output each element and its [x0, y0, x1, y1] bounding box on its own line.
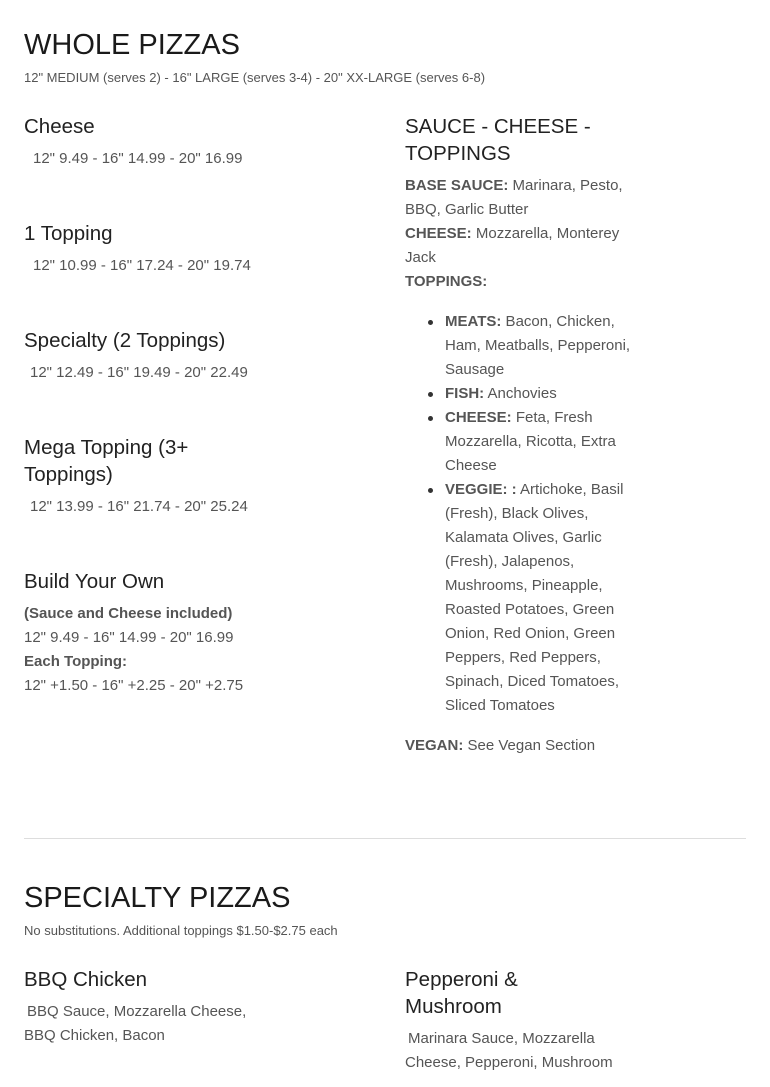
cheese-value: Mozzarella, Monterey Jack [405, 225, 620, 266]
whole-pizzas-title: WHOLE PIZZAS [24, 29, 240, 61]
item-price-cheese: 12" 9.49 - 16" 14.99 - 20" 16.99 [33, 150, 243, 167]
byo-price: 12" 9.49 - 16" 14.99 - 20" 16.99 [24, 629, 234, 646]
cheese-line [405, 222, 637, 270]
list-item [445, 310, 643, 382]
bullet-icon [428, 392, 433, 397]
byo-included-note: (Sauce and Cheese included) [24, 605, 233, 622]
item-name-1-topping: 1 Topping [24, 222, 113, 245]
toppings-fish-label: FISH: [445, 385, 485, 402]
item-price-1-topping: 12" 10.99 - 16" 17.24 - 20" 19.74 [33, 257, 251, 274]
toppings-veggie-value: Artichoke, Basil (Fresh), Black Olives, Kalamata Olives, Garlic (Fresh), Jalapenos, Mushrooms, Pineapple, Roasted Potatoes, Green Onion, Red Onion, Green Peppers, Red Peppers, Spinach, Diced Tomatoes, Sliced Tomatoes [445, 481, 624, 714]
vegan-line [405, 734, 665, 758]
toppings-veggie-label: VEGGIE: : [445, 481, 517, 498]
bullet-icon [428, 416, 433, 421]
byo-each-topping-label: Each Topping: [24, 653, 128, 670]
base-sauce-value: Marinara, Pesto, BBQ, Garlic Butter [405, 177, 623, 218]
list-item [445, 382, 643, 406]
specialty-pizzas-note: No substitutions. Additional toppings $1.50-$2.75 each [24, 923, 338, 938]
bullet-icon [428, 488, 433, 493]
bullet-icon [428, 320, 433, 325]
specialty-item-desc-bbq-chicken: BBQ Sauce, Mozzarella Cheese, BBQ Chicken, Bacon [24, 1003, 247, 1044]
toppings-cheese-label: CHEESE: [445, 409, 512, 426]
byo-each-topping-price: 12" +1.50 - 16" +2.25 - 20" +2.75 [24, 677, 244, 694]
list-item [445, 406, 643, 478]
toppings-line [405, 270, 637, 294]
toppings-list [445, 310, 643, 718]
toppings-fish-value: Anchovies [484, 385, 557, 402]
section-divider [24, 838, 746, 839]
toppings-meats-label: MEATS: [445, 313, 502, 330]
toppings-meats-value: Bacon, Chicken, Ham, Meatballs, Pepperoni, Sausage [445, 313, 631, 378]
list-item [445, 478, 643, 718]
specialty-item-name-pepperoni-mushroom: Pepperoni & Mushroom [405, 968, 518, 1018]
item-name-specialty: Specialty (2 Toppings) [24, 329, 226, 352]
item-name-mega-topping: Mega Topping (3+ Toppings) [24, 436, 189, 486]
specialty-item-name-bbq-chicken: BBQ Chicken [24, 968, 148, 991]
base-sauce-line [405, 174, 637, 222]
base-sauce-label: BASE SAUCE: [405, 177, 509, 194]
item-price-specialty: 12" 12.49 - 16" 19.49 - 20" 22.49 [30, 364, 248, 381]
specialty-item-desc-pepperoni-mushroom: Marinara Sauce, Mozzarella Cheese, Pepperoni, Mushroom [405, 1030, 613, 1071]
item-name-build-your-own: Build Your Own [24, 570, 165, 593]
item-price-mega-topping: 12" 13.99 - 16" 21.74 - 20" 25.24 [30, 498, 248, 515]
item-name-cheese: Cheese [24, 115, 95, 138]
vegan-label: VEGAN: [405, 737, 464, 754]
specialty-pizzas-title: SPECIALTY PIZZAS [24, 882, 291, 914]
toppings-label: TOPPINGS: [405, 273, 488, 290]
cheese-label: CHEESE: [405, 225, 472, 242]
toppings-cheese-value: Feta, Fresh Mozzarella, Ricotta, Extra Cheese [445, 409, 616, 474]
sauce-cheese-toppings-title: SAUCE - CHEESE - TOPPINGS [405, 115, 591, 165]
vegan-value: See Vegan Section [463, 737, 596, 754]
whole-pizzas-sizes: 12" MEDIUM (serves 2) - 16" LARGE (serves 3-4) - 20" XX-LARGE (serves 6-8) [24, 70, 486, 85]
